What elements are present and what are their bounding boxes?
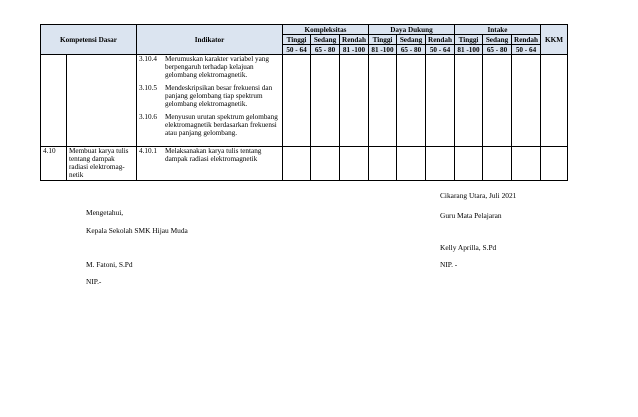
value-cell	[426, 147, 455, 181]
principal-nip: NIP.-	[86, 277, 102, 286]
indicator-text: Melaksanakan karya tulis tentang dampak radiasi elektromagnetik	[165, 147, 262, 163]
value-cell	[397, 55, 426, 147]
value-cell	[426, 55, 455, 147]
kd-number-cell	[41, 55, 67, 147]
indicator-item	[139, 55, 280, 79]
range-header: 50 - 64	[512, 45, 541, 55]
header-kompetensi-dasar: Kompetensi Dasar	[41, 25, 137, 55]
indicator-item	[139, 84, 280, 108]
indicator-item	[139, 147, 280, 163]
header-indikator: Indikator	[137, 25, 283, 55]
level-header: Sedang	[483, 35, 512, 45]
kkm-cell	[541, 147, 568, 181]
level-header: Tinggi	[369, 35, 397, 45]
kkm-cell	[541, 55, 568, 147]
value-cell	[283, 147, 311, 181]
indicator-text: Mendeskripsikan besar frekuensi dan panjang gelombang tiap spektrum gelombang elektromagnetik.	[165, 84, 273, 108]
value-cell	[483, 55, 512, 147]
range-header: 65 - 80	[397, 45, 426, 55]
range-header: 81 -100	[455, 45, 483, 55]
indicator-text: Menyusun urutan spektrum gelombang elektromagnetik berdasarkan frekuensi atau panjang gelombang.	[165, 113, 278, 137]
header-kkm: KKM	[541, 25, 568, 55]
value-cell	[340, 147, 369, 181]
value-cell	[455, 147, 483, 181]
kd-number-cell: 4.10	[41, 147, 67, 181]
kd-text-cell	[67, 55, 137, 147]
value-cell	[397, 147, 426, 181]
level-header: Tinggi	[283, 35, 311, 45]
range-header: 81 -100	[340, 45, 369, 55]
table-row	[41, 147, 568, 181]
level-header: Sedang	[311, 35, 340, 45]
range-header: 81 -100	[369, 45, 397, 55]
value-cell	[369, 147, 397, 181]
indicator-number: 3.10.6	[139, 113, 157, 121]
value-cell	[455, 55, 483, 147]
range-header: 65 - 80	[483, 45, 512, 55]
header-kompleksitas: Kompleksitas	[283, 25, 369, 35]
range-header: 50 - 64	[283, 45, 311, 55]
principal-name: M. Fatoni, S.Pd	[86, 260, 133, 269]
kd-text-cell: Membuat karya tulis tentang dampak radiasi elektromag-netik	[67, 147, 137, 181]
level-header: Rendah	[426, 35, 455, 45]
kkm-table	[40, 24, 568, 181]
teacher-name: Kelly Aprilla, S.Pd	[440, 243, 497, 252]
principal-title: Kepala Sekolah SMK Hijau Muda	[86, 226, 188, 235]
level-header: Tinggi	[455, 35, 483, 45]
range-header: 50 - 64	[426, 45, 455, 55]
teacher-title: Guru Mata Pelajaran	[440, 211, 502, 220]
level-header: Sedang	[397, 35, 426, 45]
indicator-number: 3.10.5	[139, 84, 157, 92]
value-cell	[512, 147, 541, 181]
value-cell	[340, 55, 369, 147]
value-cell	[512, 55, 541, 147]
range-header: 65 - 80	[311, 45, 340, 55]
value-cell	[369, 55, 397, 147]
table-row	[41, 55, 568, 147]
known-label: Mengetahui,	[86, 208, 124, 217]
header-intake: Intake	[455, 25, 541, 35]
value-cell	[483, 147, 512, 181]
indicator-cell	[137, 55, 283, 147]
teacher-nip: NIP. -	[440, 260, 458, 269]
value-cell	[311, 55, 340, 147]
indicator-text: Merumuskan karakter variabel yang berpengaruh terhadap kelajuan gelombang elektromagnetik.	[165, 55, 269, 79]
value-cell	[283, 55, 311, 147]
value-cell	[311, 147, 340, 181]
indicator-number: 3.10.4	[139, 55, 157, 63]
indicator-cell	[137, 147, 283, 181]
level-header: Rendah	[512, 35, 541, 45]
indicator-item	[139, 113, 280, 137]
level-header: Rendah	[340, 35, 369, 45]
indicator-number: 4.10.1	[139, 147, 157, 155]
place-date: Cikarang Utara, Juli 2021	[440, 191, 517, 200]
header-daya-dukung: Daya Dukung	[369, 25, 455, 35]
